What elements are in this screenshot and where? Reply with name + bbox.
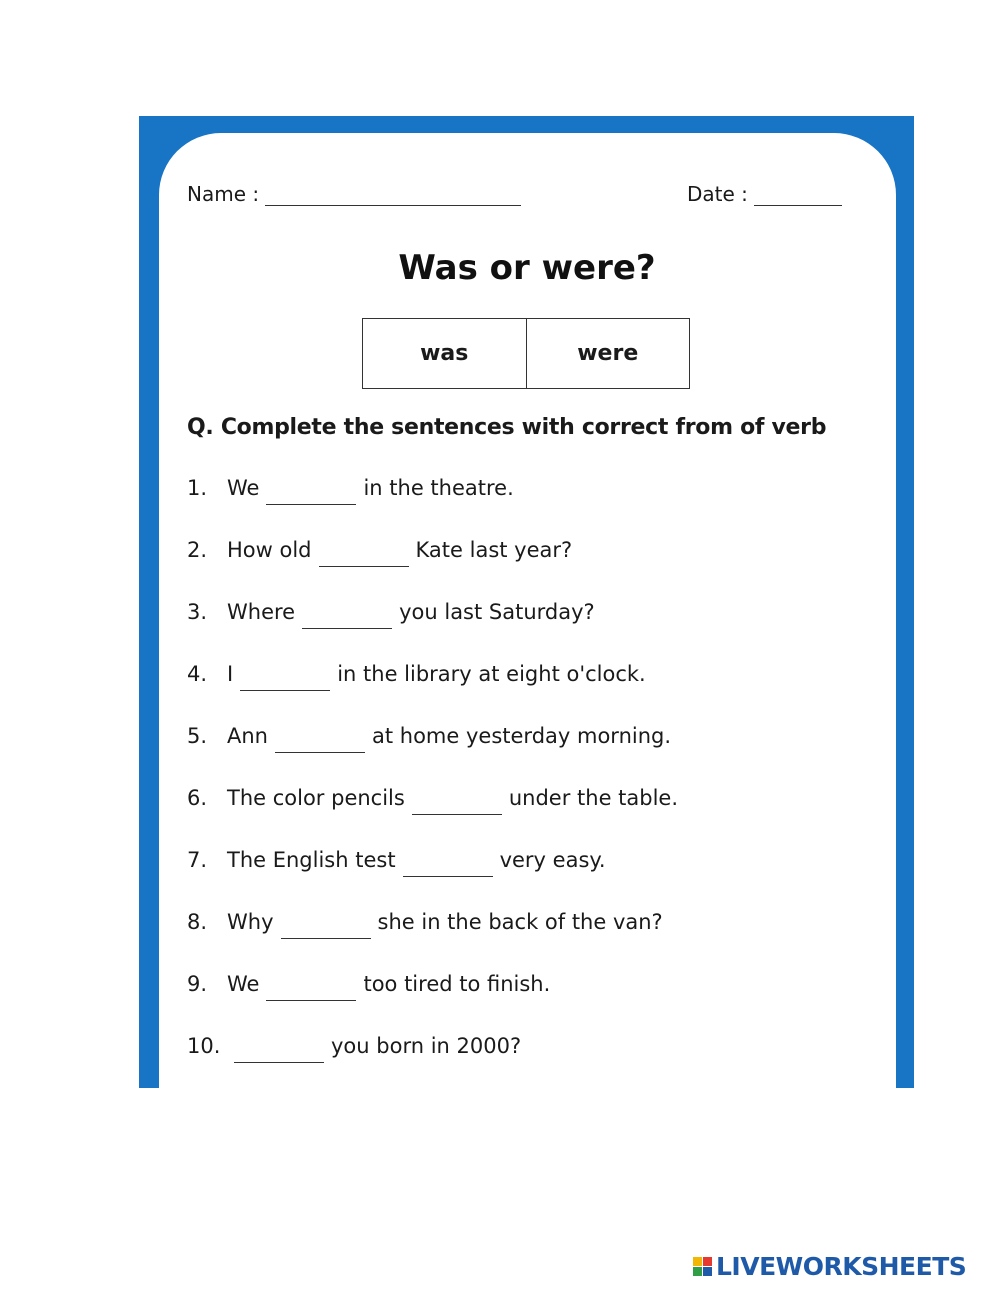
- question-text-after: too tired to finish.: [363, 972, 551, 996]
- answer-blank[interactable]: [234, 1034, 324, 1063]
- question-number: 2.: [187, 538, 208, 562]
- question-number: 7.: [187, 848, 208, 872]
- question-text-before: Where: [227, 600, 296, 624]
- question-item: [187, 724, 678, 786]
- answer-blank[interactable]: [281, 910, 371, 939]
- answer-blank[interactable]: [319, 538, 409, 567]
- worksheet-title: Was or were?: [398, 248, 656, 288]
- question-text-after: she in the back of the van?: [377, 910, 663, 934]
- question-text-after: at home yesterday morning.: [372, 724, 672, 748]
- question-item: [187, 662, 678, 724]
- question-text-after: under the table.: [508, 786, 679, 810]
- answer-blank[interactable]: [266, 972, 356, 1001]
- question-text-before: I: [227, 662, 234, 686]
- name-field: [187, 182, 521, 206]
- question-text-after: in the theatre.: [363, 476, 514, 500]
- question-item: [187, 538, 678, 600]
- question-item: [187, 476, 678, 538]
- question-text-after: Kate last year?: [415, 538, 573, 562]
- liveworksheets-logo-icon: [693, 1257, 712, 1276]
- question-number: 3.: [187, 600, 208, 624]
- question-item: [187, 972, 678, 1034]
- name-blank[interactable]: [265, 183, 521, 206]
- question-number: 6.: [187, 786, 208, 810]
- question-text-before: We: [227, 476, 260, 500]
- answer-blank[interactable]: [275, 724, 365, 753]
- question-number: 8.: [187, 910, 208, 934]
- question-text-after: very easy.: [499, 848, 606, 872]
- answer-blank[interactable]: [412, 786, 502, 815]
- word-option-was: was: [420, 341, 469, 366]
- answer-blank[interactable]: [403, 848, 493, 877]
- question-item: [187, 910, 678, 972]
- question-text-before: The color pencils: [227, 786, 405, 810]
- question-number: 1.: [187, 476, 208, 500]
- question-list: [187, 476, 678, 1096]
- instruction-text: Q. Complete the sentences with correct from of verb: [187, 415, 827, 440]
- question-item: [187, 600, 678, 662]
- question-number: 9.: [187, 972, 208, 996]
- question-number: 10.: [187, 1034, 221, 1058]
- question-text-before: How old: [227, 538, 312, 562]
- question-text-after: in the library at eight o'clock.: [337, 662, 646, 686]
- word-box: [362, 318, 690, 389]
- question-text-before: We: [227, 972, 260, 996]
- question-item: [187, 786, 678, 848]
- question-text-before: The English test: [227, 848, 396, 872]
- date-label: Date :: [687, 182, 748, 206]
- answer-blank[interactable]: [266, 476, 356, 505]
- question-text-after: you last Saturday?: [399, 600, 595, 624]
- date-blank[interactable]: [754, 183, 842, 206]
- date-field: [687, 182, 842, 206]
- question-item: [187, 848, 678, 910]
- question-text-before: Why: [227, 910, 274, 934]
- logo-text: LIVEWORKSHEETS: [716, 1252, 967, 1281]
- question-item: [187, 1034, 678, 1096]
- liveworksheets-logo: [693, 1252, 966, 1281]
- name-label: Name :: [187, 182, 260, 206]
- question-number: 5.: [187, 724, 208, 748]
- question-text-after: you born in 2000?: [331, 1034, 522, 1058]
- question-number: 4.: [187, 662, 208, 686]
- answer-blank[interactable]: [240, 662, 330, 691]
- question-text-before: Ann: [227, 724, 268, 748]
- word-option-were: were: [526, 319, 690, 388]
- answer-blank[interactable]: [302, 600, 392, 629]
